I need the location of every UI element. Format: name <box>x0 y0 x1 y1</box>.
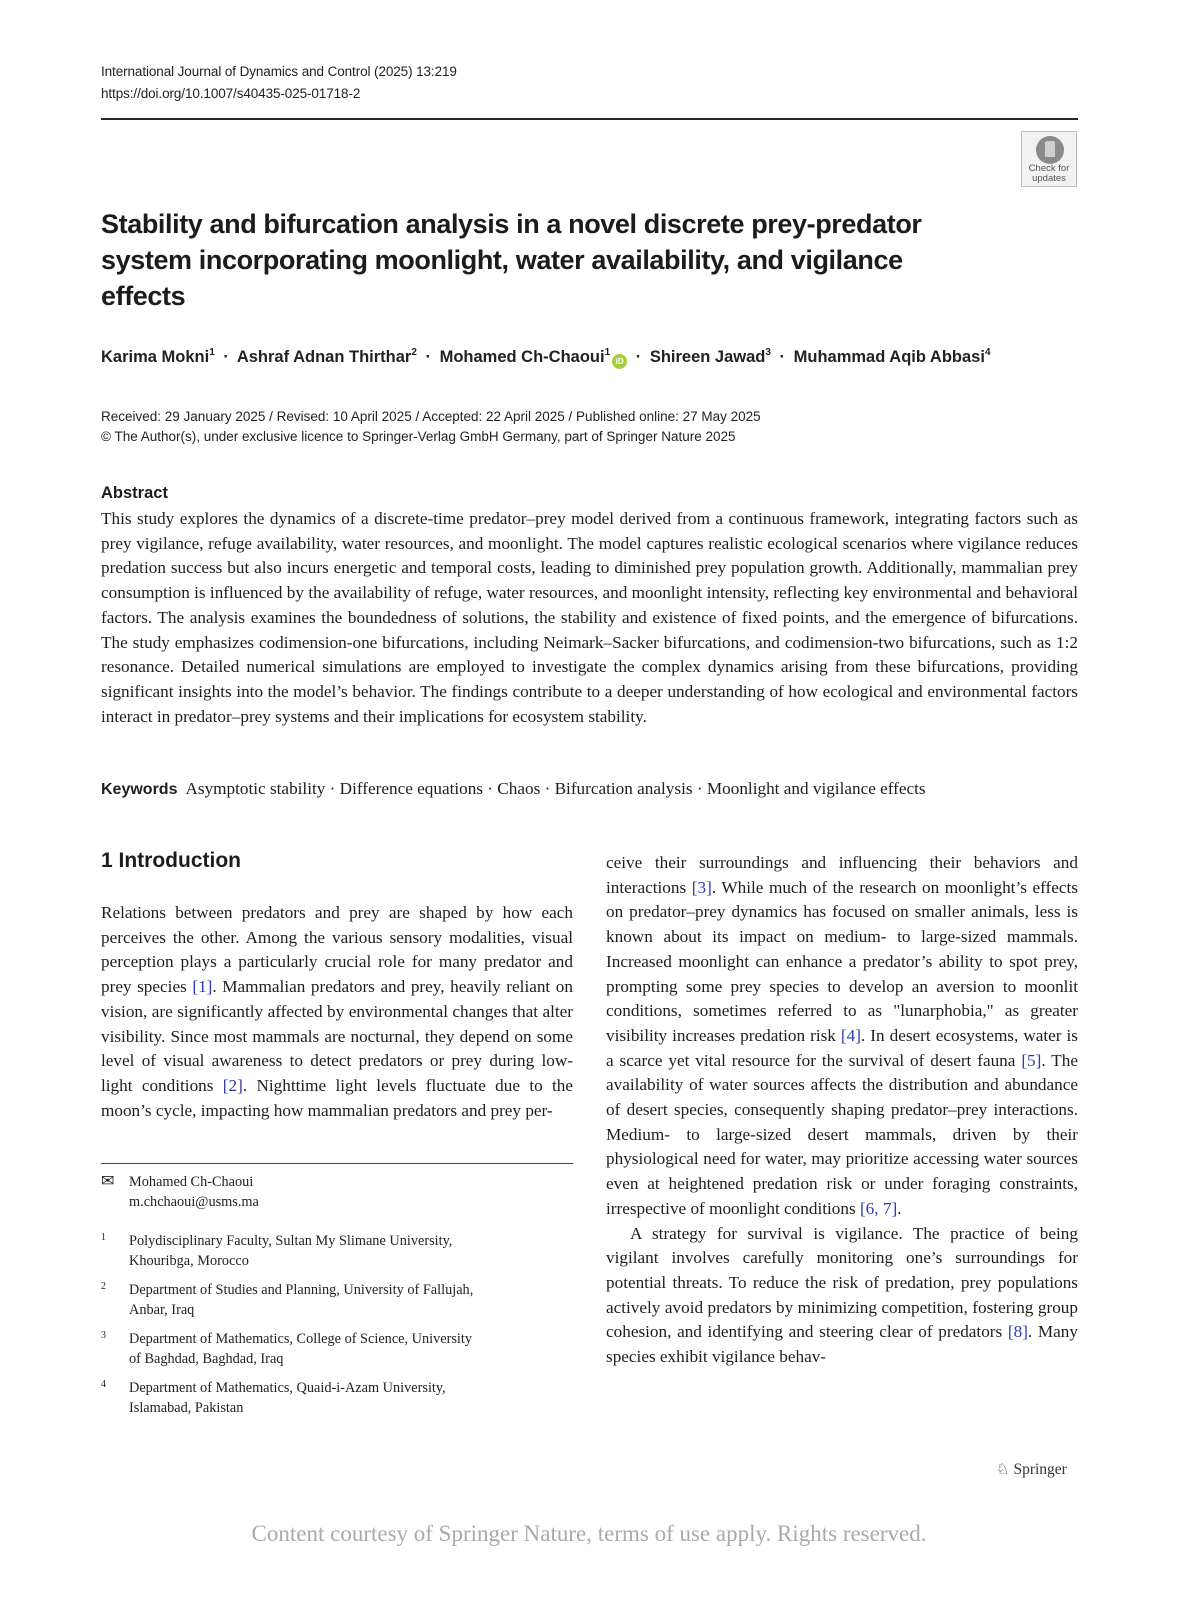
affiliation-marker: 4 <box>984 347 991 358</box>
affiliation-text: Department of Mathematics, College of Science, University <box>129 1331 473 1347</box>
affiliation-marker: 1 <box>604 347 611 358</box>
doi-link[interactable]: https://doi.org/10.1007/s40435-025-01718-2 <box>101 86 361 101</box>
author-separator: · <box>779 348 786 366</box>
abstract-text: This study explores the dynamics of a discrete-time predator–prey model derived from a continuous framework, integrating factors such as prey vigilance, refuge availability, water resources, and moonlight. The model captures realistic ecological scenarios where vigilance reduces predation success but also incurs energetic and temporal costs, leading to diminished prey population growth. Additionally, mammalian prey consumption is influenced by the availability of refuge, water resources, and moonlight intensity, reflecting key environmental and behavioral factors. The analysis examines the boundedness of solutions, the stability and existence of fixed points, and the emergence of bifurcations. The study emphasizes codimension-one bifurcations, including Neimark–Sacker bifurcations, and codimension-two bifurcations, such as 1:2 resonance. Detailed numerical simulations are employed to investigate the complex dynamics arising from these bifurcations, providing significant insights into the model’s behavior. The findings contribute to a deeper understanding of how ecological and environmental factors interact in predator–prey systems and their implications for ecosystem stability. <box>101 509 1078 726</box>
envelope-icon: ✉ <box>101 1173 115 1190</box>
affiliation-text: Polydisciplinary Faculty, Sultan My Slimane University, <box>129 1233 453 1249</box>
section-heading-introduction: 1 Introduction <box>101 849 241 872</box>
citation-link[interactable]: [2] <box>222 1075 243 1095</box>
affiliation-marker: 2 <box>411 347 417 358</box>
affiliation-text: Department of Studies and Planning, University of Fallujah, <box>129 1282 474 1298</box>
keywords-label: Keywords <box>101 781 178 798</box>
header-divider <box>101 118 1078 120</box>
publication-dates <box>101 407 761 447</box>
affiliation-item <box>101 1329 573 1369</box>
citation-link[interactable]: [3] <box>691 877 712 897</box>
corresponding-name: Mohamed Ch-Chaoui <box>129 1174 254 1190</box>
intro-paragraph <box>606 1222 1078 1370</box>
copyright-watermark: Content courtesy of Springer Nature, terms of use apply. Rights reserved. <box>251 1521 927 1546</box>
publisher-name: Springer <box>1013 1461 1067 1478</box>
author-separator: · <box>635 348 642 366</box>
intro-right-column <box>606 851 1078 1370</box>
abstract-heading: Abstract <box>101 484 168 502</box>
body-text: . <box>897 1198 902 1218</box>
author-name[interactable]: Ashraf Adnan Thirthar <box>236 348 412 366</box>
journal-citation: International Journal of Dynamics and Control (2025) 13:219 <box>101 64 457 79</box>
affiliation-text: Department of Mathematics, Quaid-i-Azam University, <box>129 1380 446 1396</box>
body-text: Relations between predators and prey are shaped by how each perceives the other. Among the various sensory modalities, visual perception plays a particularly crucial role for many predator and prey species <box>101 903 573 997</box>
paper-title: Stability and bifurcation analysis in a novel discrete prey-predator system incorporating moonlight, water availability, and vigilance effects <box>101 209 922 311</box>
check-updates-icon <box>1036 136 1064 164</box>
author-name[interactable]: Shireen Jawad <box>649 348 766 366</box>
citation-link[interactable]: [5] <box>1021 1050 1042 1070</box>
affiliation-text: Anbar, Iraq <box>129 1302 195 1318</box>
author-list <box>101 347 991 369</box>
citation-link[interactable]: [8] <box>1007 1322 1028 1342</box>
affiliation-number: 2 <box>101 1281 106 1292</box>
affiliation-text: Khouribga, Morocco <box>129 1253 249 1269</box>
check-updates-label-2: updates <box>1032 173 1066 184</box>
check-for-updates-badge[interactable] <box>1021 131 1077 187</box>
affiliation-item <box>101 1378 573 1418</box>
corresponding-email[interactable]: m.chchaoui@usms.ma <box>129 1194 259 1210</box>
affiliation-item <box>101 1280 573 1320</box>
affiliation-text: of Baghdad, Baghdad, Iraq <box>129 1351 284 1367</box>
body-text: . In desert ecosystems, water is a scarce yet vital resource for the survival of desert fauna <box>606 1025 1078 1070</box>
body-text: . Nighttime light levels fluctuate due to the moon’s cycle, impacting how mammalian predators and prey per- <box>101 1075 574 1120</box>
footnotes <box>101 1172 573 1427</box>
author-name[interactable]: Muhammad Aqib Abbasi <box>793 348 985 366</box>
body-text: ceive their surroundings and influencing their behaviors and interactions <box>606 853 1078 897</box>
springer-horse-icon: ♘ <box>996 1462 1010 1478</box>
author-separator: · <box>425 348 431 366</box>
keywords-line <box>101 779 926 799</box>
body-text: . Many species exhibit vigilance behav- <box>606 1322 1078 1367</box>
footnote-divider <box>101 1163 573 1164</box>
affiliation-number: 4 <box>101 1379 106 1390</box>
citation-link[interactable]: [6, 7] <box>859 1198 898 1218</box>
author-name[interactable]: Mohamed Ch-Chaoui <box>439 348 605 366</box>
affiliation-number: 1 <box>101 1232 106 1243</box>
body-text: A strategy for survival is vigilance. The practice of being vigilant involves carefully monitoring one’s surroundings for potential threats. To reduce the risk of predation, prey populations actively avoid predators by minimizing competition, fostering group cohesion, and identifying and steering clear of predators <box>606 1223 1078 1342</box>
intro-left-column <box>101 901 573 1123</box>
publisher-logo <box>996 1460 1067 1479</box>
body-text: . While much of the research on moonlight’s effects on predator–prey dynamics has focused on smaller animals, less is known about its impact on medium- to large-sized mammals. Increased moonlight can enhance a predator’s ability to spot prey, prompting some prey species to develop an aversion to moonlit conditions, sometimes referred to as "lunarphobia," as greater visibility increases predation risk <box>606 877 1078 1045</box>
intro-paragraph <box>101 901 573 1123</box>
orcid-icon[interactable]: iD <box>612 354 627 369</box>
body-text: . Mammalian predators and prey, heavily reliant on vision, are significantly affected by environmental changes that alter visibility. Since most mammals are nocturnal, they depend on some level of visual awareness to detect predators or prey during low-light conditions <box>101 977 573 1095</box>
affiliation-number: 3 <box>101 1330 106 1341</box>
affiliation-marker: 1 <box>209 347 215 358</box>
affiliation-marker: 3 <box>765 347 771 358</box>
body-text: . The availability of water sources affects the distribution and abundance of desert species, consequently shaping predator–prey interactions. Medium- to large-sized desert mammals, driven by their physiological need for water, may prioritize accessing water sources even at heightened predation risk or under foraging constraints, irrespective of moonlight conditions <box>606 1050 1078 1218</box>
keywords-text: Asymptotic stability · Difference equations · Chaos · Bifurcation analysis · Moonlight and vigilance effects <box>185 779 926 798</box>
affiliation-text: Islamabad, Pakistan <box>129 1400 244 1416</box>
check-updates-label: Check for <box>1028 163 1070 174</box>
corresponding-author <box>101 1172 573 1212</box>
copyright-notice: © The Author(s), under exclusive licence to Springer-Verlag GmbH Germany, part of Springer Nature 2025 <box>101 429 736 444</box>
author-separator: · <box>223 348 229 366</box>
affiliation-item <box>101 1231 573 1271</box>
citation-link[interactable]: [1] <box>192 977 213 997</box>
intro-paragraph <box>606 851 1078 1222</box>
author-name[interactable]: Karima Mokni <box>101 348 210 366</box>
citation-link[interactable]: [4] <box>840 1025 861 1045</box>
history-dates: Received: 29 January 2025 / Revised: 10 April 2025 / Accepted: 22 April 2025 / Published online: 27 May 2025 <box>101 409 761 424</box>
